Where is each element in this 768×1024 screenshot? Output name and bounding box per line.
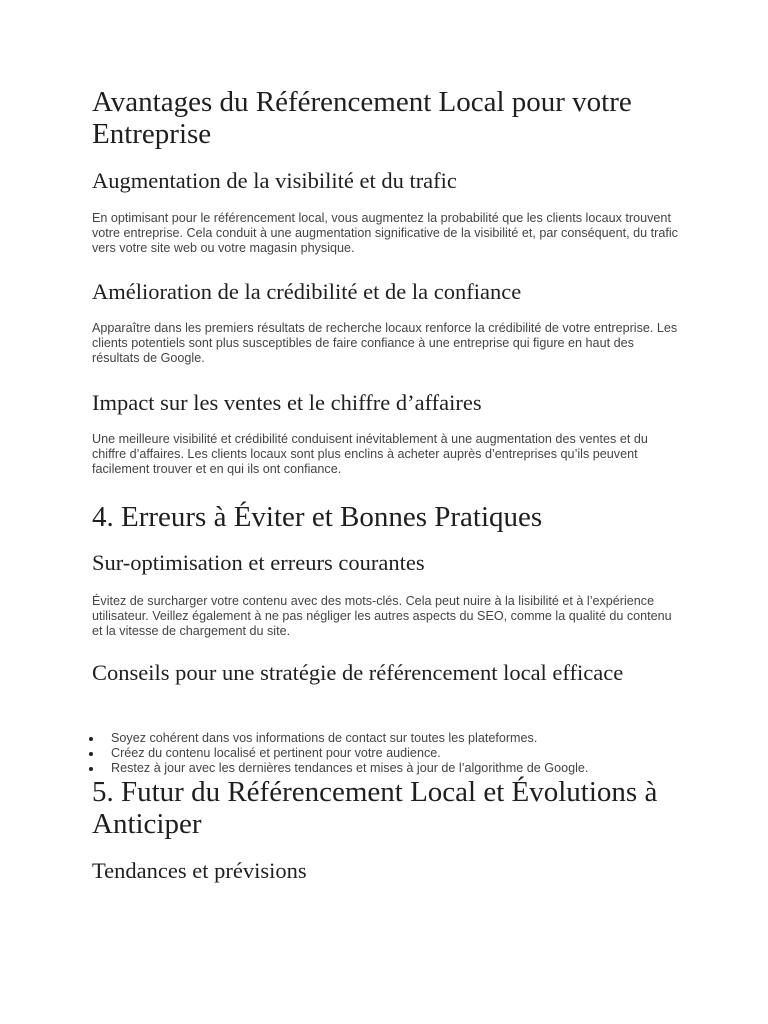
- section-text-over-optimisation: Évitez de surcharger votre contenu avec des mots-clés. Cela peut nuire à la lisibilité et à l’expérience utilisateur. Veillez également à ne pas négliger les autres aspects du SEO, comme la qualité du contenu et la vitesse de chargement du site.: [92, 594, 672, 638]
- tips-list: [92, 731, 692, 776]
- list-item: Soyez cohérent dans vos informations de contact sur toutes les plateformes.: [92, 731, 692, 746]
- part5-title: 5. Futur du Référencement Local et Évolutions à Anticiper: [92, 776, 658, 840]
- list-item: Créez du contenu localisé et pertinent pour votre audience.: [92, 746, 692, 761]
- list-item: Restez à jour avec les dernières tendances et mises à jour de l’algorithme de Google.: [92, 761, 692, 776]
- part4-title: 4. Erreurs à Éviter et Bonnes Pratiques: [92, 501, 543, 533]
- section-heading-visibility: Augmentation de la visibilité et du trafic: [92, 168, 457, 193]
- section-text-visibility: En optimisant pour le référencement local, vous augmentez la probabilité que les clients locaux trouvent votre entreprise. Cela conduit à une augmentation significative de la visibilité et, par conséquent, du trafic vers votre site web ou votre magasin physique.: [92, 211, 678, 255]
- section-text-sales: Une meilleure visibilité et crédibilité conduisent inévitablement à une augmentation des ventes et du chiffre d’affaires. Les clients locaux sont plus enclins à acheter auprès d’entreprises qu’ils peuvent facilement trouver et en qui ils ont confiance.: [92, 432, 648, 476]
- section-heading-credibility: Amélioration de la crédibilité et de la confiance: [92, 279, 522, 304]
- section-text-credibility: Apparaître dans les premiers résultats de recherche locaux renforce la crédibilité de votre entreprise. Les clients potentiels sont plus susceptibles de faire confiance à une entreprise qui figure en haut des résultats de Google.: [92, 321, 678, 365]
- document-title: Avantages du Référencement Local pour votre Entreprise: [92, 86, 632, 150]
- section-heading-sales: Impact sur les ventes et le chiffre d’affaires: [92, 390, 482, 415]
- section-heading-over-optimisation: Sur-optimisation et erreurs courantes: [92, 550, 425, 575]
- section-heading-trends: Tendances et prévisions: [92, 858, 307, 883]
- section-heading-tips: Conseils pour une stratégie de référencement local efficace: [92, 660, 624, 685]
